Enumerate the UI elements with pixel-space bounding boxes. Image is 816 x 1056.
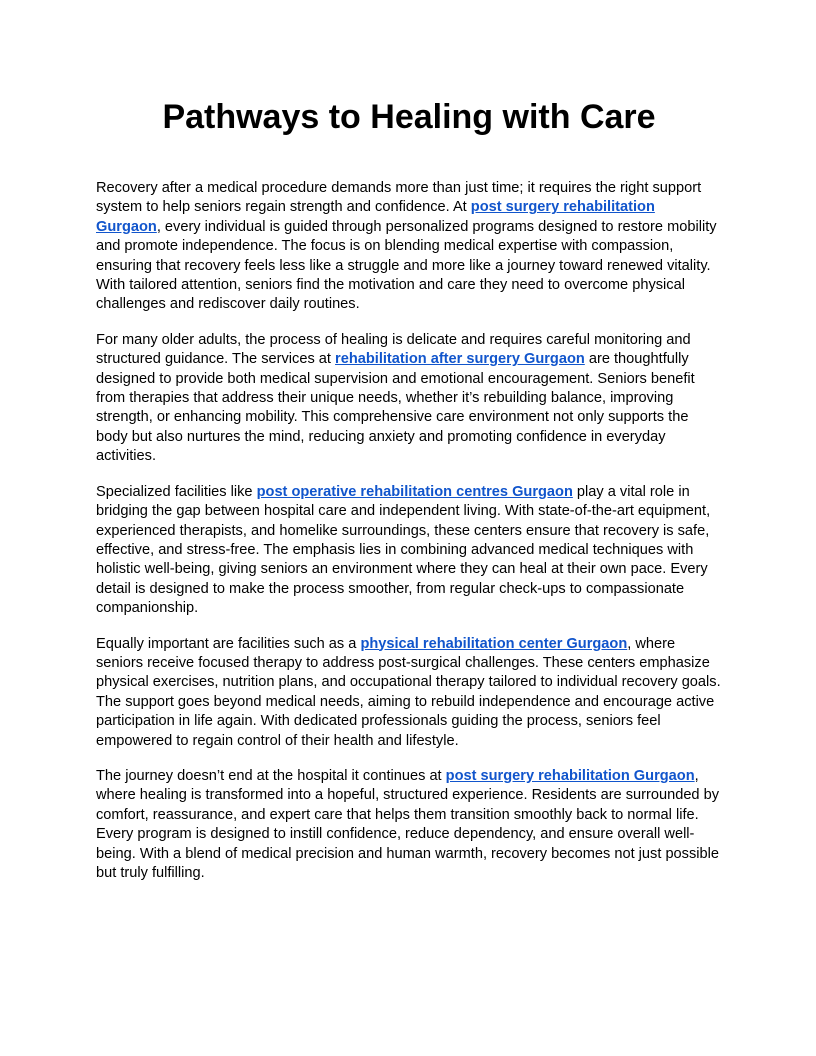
paragraph-3 xyxy=(96,483,722,619)
link-physical-rehabilitation-center-gurgaon[interactable]: physical rehabilitation center Gurgaon xyxy=(360,635,628,652)
paragraph-2 xyxy=(96,331,722,467)
paragraph-text: Equally important are facilities such as a xyxy=(96,635,361,652)
paragraph-5 xyxy=(96,767,722,883)
document-body xyxy=(96,179,722,899)
paragraph-text: , every individual is guided through personalized programs designed to restore mobility and promote independence. The focus is on blending medical expertise with compassion, ensuring that recovery feels less like a struggle and more like a journey toward renewed vitality. With tailored attention, seniors find the motivation and care they need to overcome physical challenges and rediscover daily routines. xyxy=(96,218,717,313)
paragraph-4 xyxy=(96,635,722,751)
paragraph-text: Recovery after a medical procedure demands more than just time; it requires the right support system to help seniors regain strength and confidence. At xyxy=(96,180,702,216)
paragraph-text: For many older adults, the process of healing is delicate and requires careful monitoring and structured guidance. The services at xyxy=(96,331,691,368)
link-rehabilitation-after-surgery-gurgaon[interactable]: rehabilitation after surgery Gurgaon xyxy=(335,351,585,368)
paragraph-1 xyxy=(96,179,722,315)
link-post-surgery-rehabilitation-gurgaon[interactable]: post surgery rehabilitation Gurgaon xyxy=(96,199,655,235)
page-title: Pathways to Healing with Care xyxy=(162,98,656,136)
paragraph-text: Specialized facilities like xyxy=(96,483,257,500)
document-page xyxy=(96,0,722,881)
link-post-operative-rehabilitation-centres-gurgaon[interactable]: post operative rehabilitation centres Gurgaon xyxy=(256,483,573,500)
paragraph-text: are thoughtfully designed to provide both medical supervision and emotional encouragement. Seniors benefit from therapies that address their unique needs, whether it’s rebuilding balance, improving strength, or enhancing mobility. This comprehensive care environment not only supports the body but also nurtures the mind, reducing anxiety and promoting confidence in everyday activities. xyxy=(96,351,695,465)
paragraph-text: , where seniors receive focused therapy to address post-surgical challenges. These centers emphasize physical exercises, nutrition plans, and occupational therapy tailored to individual recovery goals. The support goes beyond medical needs, aiming to rebuild independence and encourage active participation in life again. With dedicated professionals guiding the process, seniors feel empowered to regain control of their health and lifestyle. xyxy=(96,635,721,749)
paragraph-text: , where healing is transformed into a hopeful, structured experience. Residents are surrounded by comfort, reassurance, and expert care that helps them transition smoothly back to normal life. Every program is designed to instill confidence, reduce dependency, and ensure overall well-being. With a blend of medical precision and human warmth, recovery becomes not just possible but truly fulfilling. xyxy=(96,767,720,881)
paragraph-text: play a vital role in bridging the gap between hospital care and independent living. With state-of-the-art equipment, experienced therapists, and homelike surroundings, these centers ensure that recovery is safe, effective, and stress-free. The emphasis lies in combining advanced medical techniques with holistic well-being, giving seniors an environment where they can heal at their own pace. Every detail is designed to make the process smoother, from regular check-ups to compassionate companionship. xyxy=(96,483,711,617)
link-post-surgery-rehabilitation-gurgaon-2[interactable]: post surgery rehabilitation Gurgaon xyxy=(445,767,695,784)
paragraph-text: The journey doesn’t end at the hospital it continues at xyxy=(96,767,446,784)
